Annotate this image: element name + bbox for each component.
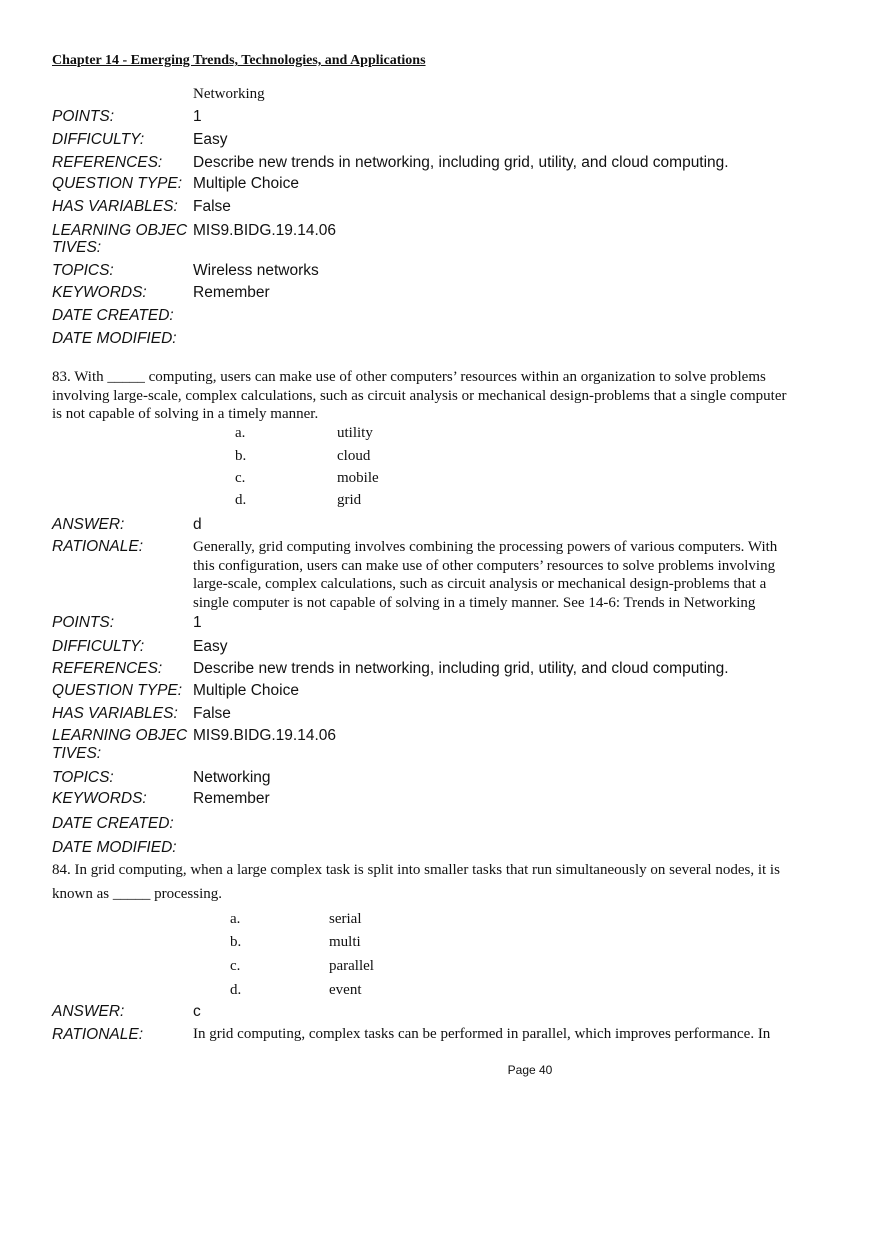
q83-question: [52, 368, 842, 424]
prev-learning-objectives-label-cont: TIVES:: [52, 239, 102, 256]
q83-question-type-value: Multiple Choice: [193, 682, 299, 699]
prev-points-value: 1: [193, 108, 202, 125]
q83-question-line: is not capable of solving in a timely manner.: [52, 406, 319, 422]
q84-rationale-line: In grid computing, complex tasks can be performed in parallel, which improves performance. In: [193, 1026, 771, 1042]
q83-points-label: POINTS:: [52, 614, 115, 631]
prev-learning-objectives-label: LEARNING OBJEC: [52, 222, 188, 239]
prev-keywords-label: KEYWORDS:: [52, 284, 147, 301]
prev-references-value: Describe new trends in networking, including grid, utility, and cloud computing.: [193, 154, 729, 171]
q83-option-d-letter: d.: [235, 492, 247, 508]
q84-option-d-letter: d.: [230, 982, 242, 998]
q83-answer-value: d: [193, 516, 202, 533]
q83-option-b-letter: b.: [235, 448, 247, 464]
q83-date-created-label: DATE CREATED:: [52, 815, 174, 832]
prev-learning-objectives-value: MIS9.BIDG.19.14.06: [193, 222, 337, 239]
q84-option-a-text: serial: [329, 911, 362, 927]
q84-question-line: 84. In grid computing, when a large complex task is split into smaller tasks that run simultaneously on several nodes, it is: [52, 862, 780, 878]
prev-keywords-value: Remember: [193, 284, 270, 301]
q83-learning-objectives-value: MIS9.BIDG.19.14.06: [193, 727, 337, 744]
q83-option-a-text: utility: [337, 425, 373, 441]
q83-topics-label: TOPICS:: [52, 769, 114, 786]
prev-date-created-label: DATE CREATED:: [52, 307, 174, 324]
q83-keywords-value: Remember: [193, 790, 270, 807]
q83-rationale: [193, 538, 843, 612]
q83-option-d-text: grid: [337, 492, 362, 508]
q83-learning-objectives-label-cont: TIVES:: [52, 745, 102, 762]
q83-has-variables-label: HAS VARIABLES:: [52, 705, 178, 722]
prev-difficulty-label: DIFFICULTY:: [52, 131, 145, 148]
q83-option-a-letter: a.: [235, 425, 246, 441]
q83-answer-label: ANSWER:: [52, 516, 125, 533]
prev-has-variables-value: False: [193, 198, 231, 215]
q84-rationale-label: RATIONALE:: [52, 1026, 144, 1043]
q83-question-line: 83. With _____ computing, users can make use of other computers’ resources within an organization to solve problems: [52, 369, 766, 385]
prev-difficulty-value: Easy: [193, 131, 228, 148]
q83-difficulty-label: DIFFICULTY:: [52, 638, 145, 655]
q84-question-line: known as _____ processing.: [52, 886, 222, 902]
prev-references-label: REFERENCES:: [52, 154, 163, 171]
q83-rationale-line: this configuration, users can make use of other computers’ resources to solve problems involving: [193, 557, 776, 574]
prev-question-type-label: QUESTION TYPE:: [52, 175, 183, 192]
q83-topics-value: Networking: [193, 769, 271, 786]
q84-option-b-letter: b.: [230, 934, 242, 950]
q84-answer-value: c: [193, 1003, 201, 1020]
q84-option-c-text: parallel: [329, 958, 374, 974]
q83-option-c-letter: c.: [235, 470, 246, 486]
prev-has-variables-label: HAS VARIABLES:: [52, 198, 178, 215]
chapter-header: Chapter 14 - Emerging Trends, Technologies, and Applications: [52, 53, 426, 68]
q83-rationale-label: RATIONALE:: [52, 538, 144, 555]
q83-points-value: 1: [193, 614, 202, 631]
q84-option-a-letter: a.: [230, 911, 241, 927]
q83-question-line: involving large-scale, complex calculations, such as circuit analysis or mechanical design-problems that a single computer: [52, 387, 787, 404]
q83-rationale-line: Generally, grid computing involves combining the processing powers of various computers. With: [193, 539, 778, 555]
q83-learning-objectives-label: LEARNING OBJEC: [52, 727, 188, 744]
q83-references-value: Describe new trends in networking, including grid, utility, and cloud computing.: [193, 660, 729, 677]
q83-rationale-line: large-scale, complex calculations, such as circuit analysis or mechanical design-problems that a: [193, 576, 767, 592]
q84-answer-label: ANSWER:: [52, 1003, 125, 1020]
q83-question-type-label: QUESTION TYPE:: [52, 682, 183, 699]
q84-option-c-letter: c.: [230, 958, 241, 974]
q83-date-modified-label: DATE MODIFIED:: [52, 839, 177, 856]
prev-points-label: POINTS:: [52, 108, 115, 125]
q84-option-d-text: event: [329, 982, 362, 998]
q83-rationale-line: single computer is not capable of solving in a timely manner. See 14-6: Trends in Networking: [193, 594, 756, 611]
q83-difficulty-value: Easy: [193, 638, 228, 655]
q84-option-b-text: multi: [329, 934, 361, 950]
prev-topics-label: TOPICS:: [52, 262, 114, 279]
q83-has-variables-value: False: [193, 705, 231, 722]
prev-topics-value: Wireless networks: [193, 262, 319, 279]
q83-references-label: REFERENCES:: [52, 660, 163, 677]
prev-topic-continued: Networking: [193, 86, 265, 102]
q83-option-c-text: mobile: [337, 470, 379, 486]
q83-option-b-text: cloud: [337, 448, 371, 464]
prev-date-modified-label: DATE MODIFIED:: [52, 330, 177, 347]
page-number: Page 40: [507, 1063, 553, 1077]
prev-question-type-value: Multiple Choice: [193, 175, 299, 192]
q83-keywords-label: KEYWORDS:: [52, 790, 147, 807]
